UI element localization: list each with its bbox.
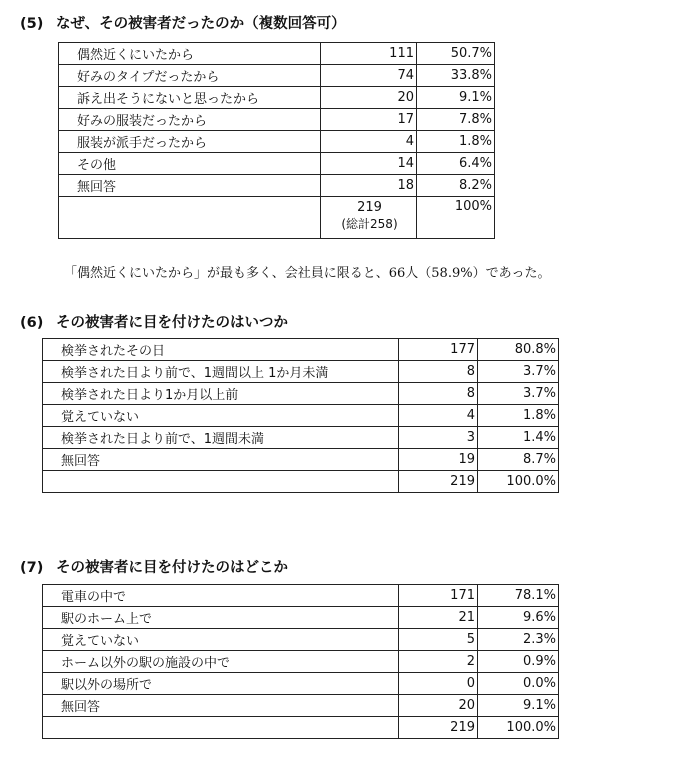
- row-label: 駅以外の場所で: [43, 673, 399, 695]
- table-row: [43, 673, 559, 695]
- row-count: 8: [399, 383, 478, 405]
- row-label: 好みの服装だったから: [59, 109, 321, 131]
- section-5-title: なぜ、その被害者だったのか（複数回答可）: [56, 16, 346, 32]
- row-percent: 3.7%: [478, 383, 559, 405]
- section-6-number: (6): [20, 315, 44, 331]
- row-label: 検挙されたその日: [43, 339, 399, 361]
- row-count: 14: [321, 153, 417, 175]
- total-percent: 100.0%: [478, 717, 559, 739]
- section-6-table: [42, 338, 559, 493]
- section-5-heading: [20, 12, 346, 33]
- row-label: その他: [59, 153, 321, 175]
- table-row: [43, 585, 559, 607]
- row-percent: 0.9%: [478, 651, 559, 673]
- row-label: ホーム以外の駅の施設の中で: [43, 651, 399, 673]
- table-row: [43, 607, 559, 629]
- row-percent: 1.8%: [417, 131, 495, 153]
- total-row: [43, 471, 559, 493]
- row-count: 171: [399, 585, 478, 607]
- table-row: [59, 109, 495, 131]
- row-count: 111: [321, 43, 417, 65]
- section-7-table: [42, 584, 559, 739]
- row-label: 偶然近くにいたから: [59, 43, 321, 65]
- row-count: 4: [399, 405, 478, 427]
- section-7-title: その被害者に目を付けたのはどこか: [56, 560, 288, 576]
- row-count: 20: [321, 87, 417, 109]
- section-5-note: 「偶然近くにいたから」が最も多く、会社員に限ると、66人（58.9%）であった。: [64, 266, 551, 281]
- total-label-cell: [43, 717, 399, 739]
- row-label: 無回答: [59, 175, 321, 197]
- section-5-table: [58, 42, 495, 239]
- table-row: [59, 175, 495, 197]
- row-count: 17: [321, 109, 417, 131]
- row-label: 無回答: [43, 449, 399, 471]
- total-count-cell: [321, 197, 417, 239]
- total-row: [43, 717, 559, 739]
- row-label: 服装が派手だったから: [59, 131, 321, 153]
- row-percent: 3.7%: [478, 361, 559, 383]
- row-count: 20: [399, 695, 478, 717]
- row-percent: 80.8%: [478, 339, 559, 361]
- section-5-number: (5): [20, 16, 44, 32]
- row-percent: 1.4%: [478, 427, 559, 449]
- table-row: [59, 131, 495, 153]
- table-row: [59, 153, 495, 175]
- table-row: [43, 361, 559, 383]
- table-row: [43, 339, 559, 361]
- row-count: 18: [321, 175, 417, 197]
- table-row: [43, 383, 559, 405]
- row-label: 覚えていない: [43, 629, 399, 651]
- row-label: 訴え出そうにないと思ったから: [59, 87, 321, 109]
- total-subcount: (総計258): [341, 217, 398, 231]
- table-row: [59, 43, 495, 65]
- row-count: 19: [399, 449, 478, 471]
- row-count: 0: [399, 673, 478, 695]
- section-7-heading: [20, 556, 288, 577]
- row-percent: 2.3%: [478, 629, 559, 651]
- total-percent: 100%: [417, 197, 495, 239]
- row-count: 74: [321, 65, 417, 87]
- row-percent: 6.4%: [417, 153, 495, 175]
- row-percent: 78.1%: [478, 585, 559, 607]
- row-label: 検挙された日より前で、1週間未満: [43, 427, 399, 449]
- row-label: 駅のホーム上で: [43, 607, 399, 629]
- table-row: [43, 651, 559, 673]
- total-count: 219: [357, 200, 382, 215]
- row-label: 好みのタイプだったから: [59, 65, 321, 87]
- row-label: 検挙された日より前で、1週間以上 1か月未満: [43, 361, 399, 383]
- row-label: 検挙された日より1か月以上前: [43, 383, 399, 405]
- row-percent: 50.7%: [417, 43, 495, 65]
- row-percent: 9.6%: [478, 607, 559, 629]
- table-row: [59, 65, 495, 87]
- row-percent: 33.8%: [417, 65, 495, 87]
- total-percent: 100.0%: [478, 471, 559, 493]
- section-7-number: (7): [20, 560, 44, 576]
- section-6-title: その被害者に目を付けたのはいつか: [56, 315, 288, 331]
- row-percent: 1.8%: [478, 405, 559, 427]
- table-row: [43, 629, 559, 651]
- row-count: 4: [321, 131, 417, 153]
- table-row: [59, 87, 495, 109]
- table-row: [43, 427, 559, 449]
- row-count: 3: [399, 427, 478, 449]
- table-row: [43, 405, 559, 427]
- row-label: 覚えていない: [43, 405, 399, 427]
- table-row: [43, 449, 559, 471]
- row-count: 21: [399, 607, 478, 629]
- row-count: 2: [399, 651, 478, 673]
- row-count: 5: [399, 629, 478, 651]
- row-percent: 9.1%: [417, 87, 495, 109]
- row-percent: 7.8%: [417, 109, 495, 131]
- total-label-cell: [43, 471, 399, 493]
- row-count: 8: [399, 361, 478, 383]
- row-percent: 8.7%: [478, 449, 559, 471]
- row-percent: 9.1%: [478, 695, 559, 717]
- total-label-cell: [59, 197, 321, 239]
- total-count: 219: [399, 471, 478, 493]
- row-percent: 0.0%: [478, 673, 559, 695]
- row-count: 177: [399, 339, 478, 361]
- total-row: [59, 197, 495, 239]
- row-percent: 8.2%: [417, 175, 495, 197]
- section-6-heading: [20, 311, 288, 332]
- row-label: 無回答: [43, 695, 399, 717]
- row-label: 電車の中で: [43, 585, 399, 607]
- total-count: 219: [399, 717, 478, 739]
- table-row: [43, 695, 559, 717]
